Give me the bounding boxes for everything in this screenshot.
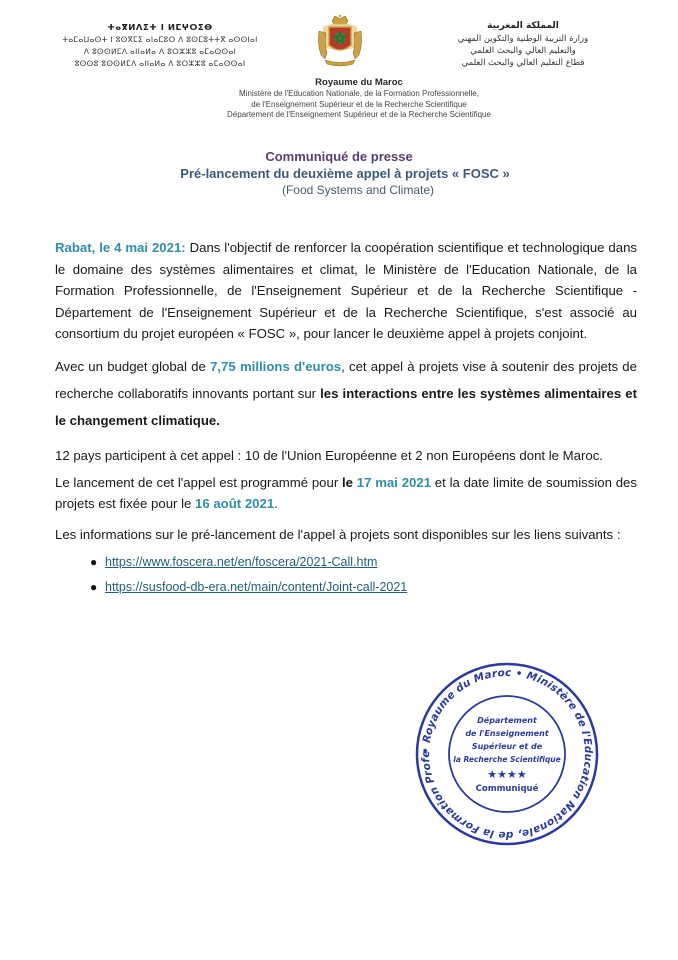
tifinagh-header [60, 22, 260, 70]
arabic-header [428, 20, 618, 69]
launch-paragraph [55, 472, 637, 514]
communique-body [55, 237, 637, 600]
coat-of-arms-icon [315, 13, 365, 69]
stamp-inner-line: Département [477, 716, 537, 725]
foscera-link[interactable]: https://www.foscera.net/en/foscera/2021-Call.htm [105, 554, 378, 569]
stamp-stars: ★★★★ [487, 768, 527, 781]
info-paragraph: Les informations sur le pré-lancement de l'appel à projets sont disponibles sur les liens suivants : [55, 526, 621, 542]
susfood-link[interactable]: https://susfood-db-era.net/main/content/Joint-call-2021 [105, 579, 408, 594]
tifinagh-line: ⵓⵙⵙⵓ ⵓⵙⵙⵍⵎⴷ ⴰⵏⵏⴰⵍⴰ ⴷ ⵓⵔⵣⵣⵓ ⴰⵎⴰⵙⵙⴰⵏ [74, 59, 246, 68]
press-subtitle: (Food Systems and Climate) [281, 183, 435, 197]
official-stamp [413, 660, 601, 848]
tifinagh-line: ⵜⴰⵎⴰⵡⴰⵙⵜ ⵏ ⵓⵙⴳⵎⵉ ⴰⵏⴰⵎⵓⵔ ⴷ ⵓⵙⵎⵓⵜⵜⴳ ⴰⵙⵙⵏⴰⵏ [62, 35, 258, 44]
dateline-separator: : [181, 240, 190, 255]
tifinagh-line: ⴷ ⵓⵙⵙⵍⵎⴷ ⴰⵏⵏⴰⵍⴰ ⴷ ⵓⵔⵣⵣⵓ ⴰⵎⴰⵙⵙⴰⵏ [83, 47, 237, 56]
launch-text: . [274, 495, 278, 511]
ministry-line: Ministère de l'Education Nationale, de la Formation Professionnelle, [239, 89, 479, 98]
arabic-title: المملكة المغربية [487, 21, 559, 31]
budget-text: Avec un budget global de [55, 358, 211, 374]
stamp-outer-ring [417, 664, 597, 844]
letterhead [0, 0, 678, 135]
press-heading [0, 148, 678, 199]
stamp-outer-text: • Royaume du Maroc • Ministère de l'Education Nationale, de la Formation Profe [419, 666, 595, 842]
launch-text: Le lancement de cet l'appel est programmé pour [55, 474, 343, 490]
stamp-inner-line: Supérieur et de [471, 742, 543, 751]
launch-start-date: 17 mai 2021 [353, 474, 432, 490]
bullet-icon: ● [90, 554, 98, 569]
link-item [90, 550, 637, 575]
tifinagh-title: ⵜⴰⴳⵍⴷⵉⵜ ⵏ ⵍⵎⵖⵔⵉⴱ [107, 23, 213, 33]
bullet-icon: ● [90, 579, 98, 594]
ministry-line: de l'Enseignement Supérieur et de la Recherche Scientifique [251, 99, 467, 109]
countries-paragraph: 12 pays participent à cet appel : 10 de l'Union Européenne et 2 non Européens dont le Maroc. [55, 447, 603, 463]
arabic-line: وزارة التربية الوطنية والتكوين المهني [457, 34, 589, 44]
stamp-label: Communiqué [475, 784, 539, 794]
budget-text: , cet appel à projets vise à soutenir des projets de recherche collaboratifs innovants portant sur [55, 358, 637, 401]
intro-paragraph [55, 237, 637, 345]
launch-text: et la date limite de soumission des projets est fixée pour le [55, 474, 637, 511]
press-label: Communiqué de presse [265, 149, 413, 164]
budget-paragraph [55, 353, 637, 434]
kingdom-header [0, 77, 678, 121]
budget-amount: 7,75 millions d'euros [210, 358, 342, 374]
department-line: Département de l'Enseignement Supérieur et de la Recherche Scientifique [227, 110, 491, 119]
launch-le: le [342, 474, 354, 490]
links-list [55, 550, 637, 600]
link-item [90, 575, 637, 600]
intro-text: Dans l'objectif de renforcer la coopération scientifique et technologique dans le domaine des systèmes alimentaires et climat, le Ministère de l'Education Nationale, de la Formation Professionnelle, de l'Enseignement Supérieur et de la Recherche Scientifique - Département de l'Enseignement Supérieur et de la Recherche Scientifique, s'est associé au consortium du projet européen « FOSC », pour lancer le deuxième appel à projets conjoint. [55, 240, 638, 341]
kingdom-title: Royaume du Maroc [315, 77, 403, 88]
arabic-line: قطاع التعليم العالي والبحث العلمي [461, 58, 585, 68]
dateline: Rabat, le 4 mai 2021 [55, 240, 182, 255]
budget-focus: les interactions entre les systèmes alimentaires et le changement climatique. [55, 385, 637, 428]
stamp-inner-line: la Recherche Scientifique [453, 755, 561, 764]
arabic-line: والتعليم العالي والبحث العلمي [470, 46, 576, 56]
press-title: Pré-lancement du deuxième appel à projets « FOSC » [180, 166, 510, 181]
launch-deadline: 16 août 2021 [195, 495, 275, 511]
stamp-inner-line: de l'Enseignement [465, 729, 549, 738]
